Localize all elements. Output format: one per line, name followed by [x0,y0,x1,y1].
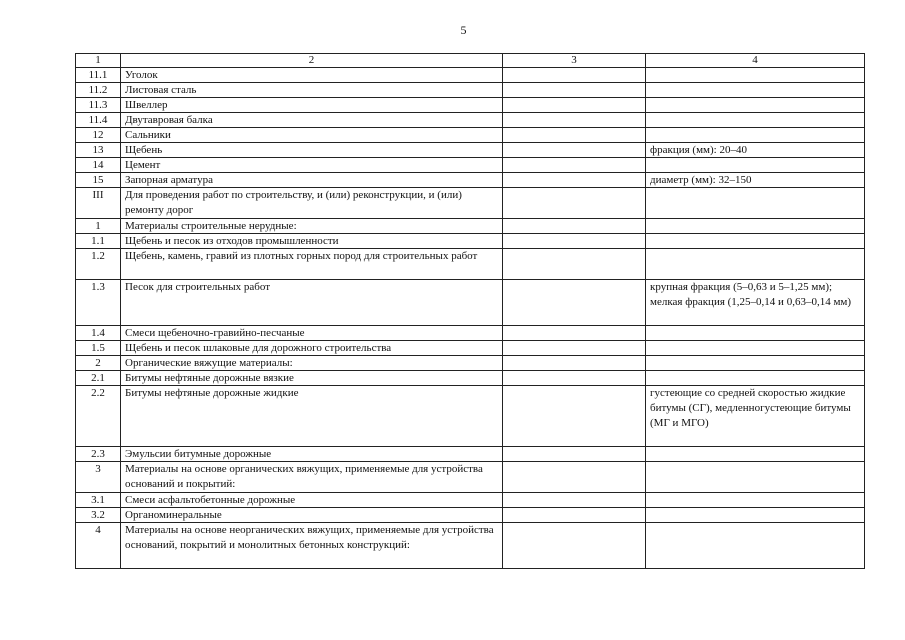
table-row [76,128,865,143]
row-name: Листовая сталь [121,83,503,98]
row-col4 [646,523,865,569]
row-name: Для проведения работ по строительству, и (или) реконструкции, и (или) ремонту дорог [121,188,503,219]
row-name: Органоминеральные [121,508,503,523]
table-row [76,219,865,234]
row-col4: фракция (мм): 20–40 [646,143,865,158]
row-name: Щебень, камень, гравий из плотных горных пород для строительных работ [121,249,503,280]
row-col3 [503,356,646,371]
row-col3 [503,143,646,158]
table-row [76,113,865,128]
row-number: 1.1 [76,234,121,249]
row-col4 [646,371,865,386]
header-cell: 2 [121,54,503,68]
row-number: 1.3 [76,280,121,326]
header-cell: 4 [646,54,865,68]
row-col4: крупная фракция (5–0,63 и 5–1,25 мм); мелкая фракция (1,25–0,14 и 0,63–0,14 мм) [646,280,865,326]
row-name: Щебень и песок из отходов промышленности [121,234,503,249]
row-col3 [503,462,646,493]
row-name: Щебень и песок шлаковые для дорожного строительства [121,341,503,356]
row-number: 2 [76,356,121,371]
header-cell: 1 [76,54,121,68]
row-number: 2.1 [76,371,121,386]
table-row [76,280,865,326]
row-col4 [646,462,865,493]
table-row [76,493,865,508]
table-row [76,523,865,569]
row-number: 11.2 [76,83,121,98]
row-col3 [503,68,646,83]
row-number: 4 [76,523,121,569]
row-col4 [646,128,865,143]
row-col3 [503,249,646,280]
row-number: 1.5 [76,341,121,356]
row-col3 [503,83,646,98]
row-number: 12 [76,128,121,143]
row-col3 [503,280,646,326]
row-number: 13 [76,143,121,158]
row-number: 1.4 [76,326,121,341]
row-col4: густеющие со средней скоростью жидкие битумы (СГ), медленногустеющие битумы (МГ и МГО) [646,386,865,447]
table-row [76,173,865,188]
row-name: Двутавровая балка [121,113,503,128]
row-col3 [503,523,646,569]
row-col3 [503,113,646,128]
row-number: 3.2 [76,508,121,523]
row-name: Сальники [121,128,503,143]
row-col4 [646,68,865,83]
row-name: Битумы нефтяные дорожные вязкие [121,371,503,386]
table-row [76,83,865,98]
row-number: 1 [76,219,121,234]
table-row [76,447,865,462]
row-col4 [646,158,865,173]
row-name: Материалы на основе неорганических вяжущих, применяемые для устройства оснований, покрытий и монолитных бетонных конструкций: [121,523,503,569]
row-col4 [646,83,865,98]
row-col3 [503,371,646,386]
row-col4 [646,493,865,508]
row-number: 15 [76,173,121,188]
row-name: Битумы нефтяные дорожные жидкие [121,386,503,447]
table-row [76,326,865,341]
row-col3 [503,158,646,173]
row-col4 [646,219,865,234]
row-name: Щебень [121,143,503,158]
row-col3 [503,188,646,219]
row-col4 [646,249,865,280]
row-number: 11.4 [76,113,121,128]
table-row [76,249,865,280]
row-col4: диаметр (мм): 32–150 [646,173,865,188]
row-col3 [503,493,646,508]
row-col3 [503,219,646,234]
row-name: Материалы на основе органических вяжущих, применяемые для устройства оснований и покрытий: [121,462,503,493]
row-col3 [503,386,646,447]
row-col3 [503,234,646,249]
row-number: III [76,188,121,219]
row-number: 11.3 [76,98,121,113]
row-number: 3 [76,462,121,493]
row-number: 11.1 [76,68,121,83]
table-row [76,462,865,493]
row-name: Эмульсии битумные дорожные [121,447,503,462]
row-name: Песок для строительных работ [121,280,503,326]
row-number: 3.1 [76,493,121,508]
table-row [76,68,865,83]
table-row [76,356,865,371]
row-name: Смеси щебеночно-гравийно-песчаные [121,326,503,341]
row-number: 2.2 [76,386,121,447]
row-col3 [503,98,646,113]
row-col4 [646,188,865,219]
table-row [76,341,865,356]
row-col4 [646,234,865,249]
row-col4 [646,113,865,128]
row-name: Цемент [121,158,503,173]
row-number: 14 [76,158,121,173]
materials-table [75,53,865,569]
table-row [76,234,865,249]
header-cell: 3 [503,54,646,68]
table-row [76,188,865,219]
table-row [76,98,865,113]
table-header-row [76,54,865,68]
row-col3 [503,341,646,356]
row-name: Запорная арматура [121,173,503,188]
row-col3 [503,447,646,462]
row-number: 1.2 [76,249,121,280]
row-number: 2.3 [76,447,121,462]
row-col4 [646,447,865,462]
row-col4 [646,326,865,341]
row-col3 [503,508,646,523]
table-row [76,508,865,523]
row-col3 [503,326,646,341]
table-row [76,371,865,386]
row-col3 [503,128,646,143]
row-col4 [646,356,865,371]
row-col4 [646,98,865,113]
table-row [76,386,865,447]
table-row [76,158,865,173]
row-name: Материалы строительные нерудные: [121,219,503,234]
row-name: Швеллер [121,98,503,113]
row-name: Смеси асфальтобетонные дорожные [121,493,503,508]
page-number: 5 [460,23,467,37]
row-col4 [646,508,865,523]
row-col4 [646,341,865,356]
row-name: Уголок [121,68,503,83]
row-col3 [503,173,646,188]
row-name: Органические вяжущие материалы: [121,356,503,371]
table-row [76,143,865,158]
